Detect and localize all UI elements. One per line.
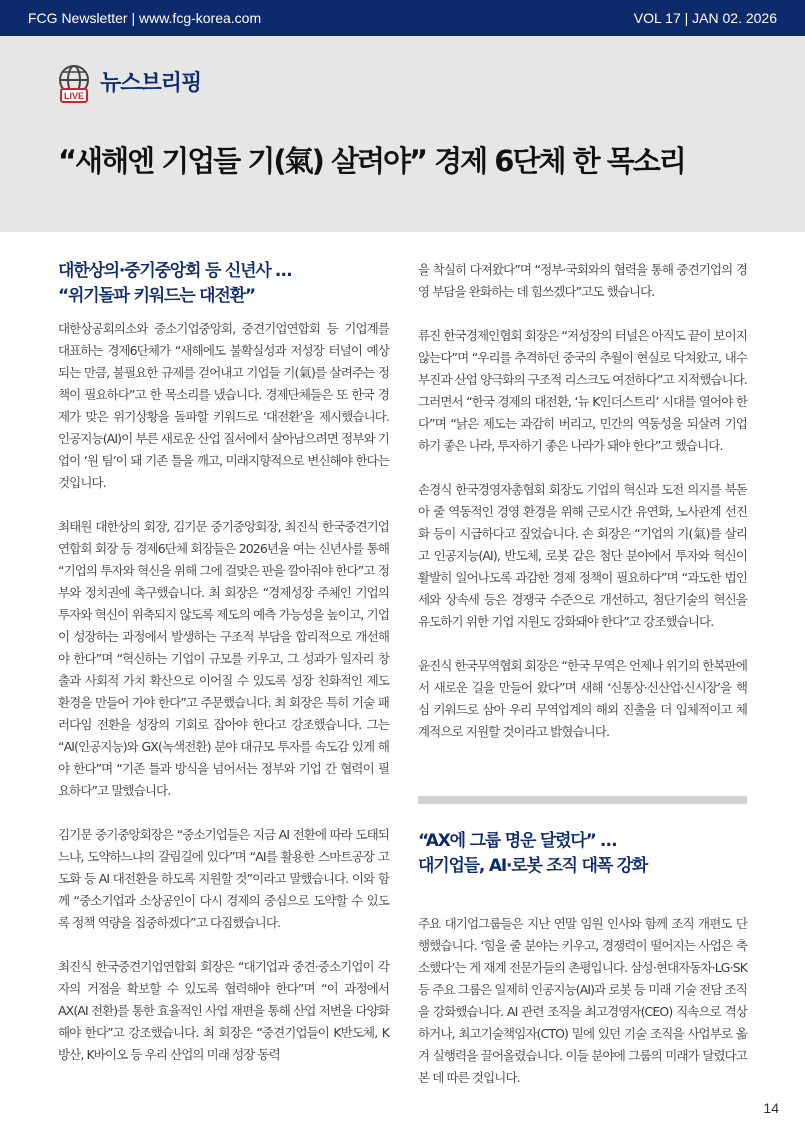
article1-paragraph: 대한상공회의소와 중소기업중앙회, 중견기업연합회 등 기업계를 대표하는 경제6단체가 “새해에도 불확실성과 저성장 터널이 예상되는 만큼, 불필요한 규제를 걷어내고 기업들 기(氣)를 살려주는 정책이 필요하다”고 한 목소리를 냈습니다. 경제단체들은 또 한국 경제가 맞은 위기상황을 돌파할 키워드로 ‘대전환’을 제시했습니다. 인공지능(AI)이 부른 새로운 산업 질서에서 살아남으려면 정부와 기업이 ‘원 팀’이 돼 기존 틀을 깨고, 미래지향적으로 변신해야 한다는 것입니다. xyxy=(58,321,389,490)
article1-paragraph: 최태원 대한상의 회장, 김기문 중기중앙회장, 최진식 한국중견기업연합회 회장 등 경제6단체 회장들은 2026년을 여는 신년사를 통해 “기업의 투자와 혁신을 위해 그에 걸맞은 판을 깔아줘야 한다”고 정부와 정치권에 촉구했습니다. 최 회장은 “경제성장 주체인 기업의 투자와 혁신이 위축되지 않도록 제도의 예측 가능성을 높이고, 기업이 성장하는 과정에서 발생하는 구조적 부담을 합리적으로 개선해야 한다”며 “혁신하는 기업이 규모를 키우고, 그 성과가 일자리 창출과 사회적 가치 확산으로 이어질 수 있도록 성장 친화적인 제도 환경을 만들어 가야 한다”고 주문했습니다. 최 회장은 특히 기술 패러다임 전환을 성장의 기회로 잡아야 한다고 강조했습니다. 그는 “AI(인공지능)와 GX(녹색전환) 분야 대규모 투자를 속도감 있게 해야 한다”며 “기존 틀과 방식을 넘어서는 정부와 기업 간 협력이 필요하다”고 말했습니다. xyxy=(58,519,389,798)
article2-subheading-line1: “AX에 그룹 명운 달렸다” … xyxy=(418,831,617,851)
section-divider xyxy=(418,796,747,804)
article1-body xyxy=(58,318,389,1088)
article1-subheading-line2: “위기돌파 키워드는 대전환” xyxy=(58,286,255,306)
article2-body xyxy=(418,913,747,1111)
section-label: 뉴스브리핑 xyxy=(100,71,202,96)
page-number: 14 xyxy=(763,1100,779,1116)
newsletter-header-bar xyxy=(0,0,805,36)
article1-continued-paragraph: 을 착실히 다져왔다”며 “정부·국회와의 협력을 통해 중견기업의 경영 부담을 완화하는 데 힘쓰겠다”고도 했습니다. xyxy=(418,262,747,299)
article1-subheading xyxy=(58,259,291,309)
page-headline: “새해엔 기업들 기(氣) 살려야” 경제 6단체 한 목소리 xyxy=(58,144,685,178)
article2-subheading xyxy=(418,829,647,879)
article2-paragraph: 주요 대기업그룹들은 지난 연말 임원 인사와 함께 조직 개편도 단행했습니다. ‘힘을 줄 분야는 키우고, 경쟁력이 떨어지는 사업은 축소했다’는 게 재계 전문가들의 촌평입니다. 삼성·현대자동차·LG·SK 등 주요 그룹은 일제히 인공지능(AI)과 로봇 등 미래 기술 전담 조직을 강화했습니다. AI 관련 조직을 최고경영자(CEO) 직속으로 격상하거나, 최고기술책임자(CTO) 밑에 있던 기술 조직을 사업부로 옮겨 실행력을 끌어올렸습니다. 이들 분야에 그룹의 미래가 달렸다고 본 데 따른 것입니다. xyxy=(418,916,747,1085)
newsletter-issue: VOL 17 | JAN 02. 2026 xyxy=(633,10,777,26)
article2-subheading-line2: 대기업들, AI·로봇 조직 대폭 강화 xyxy=(418,856,648,876)
article1-paragraph: 최진식 한국중견기업연합회 회장은 “대기업과 중견·중소기업이 각자의 거점을 확보할 수 있도록 협력해야 한다”며 “이 과정에서 AX(AI 전환)를 통한 효율적인 사업 재편을 통해 산업 저변을 다양화해야 한다”고 강조했습니다. 최 회장은 “중견기업들이 K반도체, K방산, K바이오 등 우리 산업의 미래 성장 동력 xyxy=(58,959,389,1062)
article1-continued-paragraph: 손경식 한국경영자총협회 회장도 기업의 혁신과 도전 의지를 북돋아 줄 역동적인 경영 환경을 위해 근로시간 유연화, 노사관계 선진화 등이 시급하다고 짚었습니다. 손 회장은 “기업의 기(氣)를 살리고 인공지능(AI), 반도체, 로봇 같은 첨단 분야에서 투자와 혁신이 활발히 일어나도록 과감한 경제 정책이 필요하다”며 “과도한 법인세와 상속세 등은 경쟁국 수준으로 개선하고, 첨단기술의 혁신을 유도하기 위한 기업 지원도 강화돼야 한다”고 강조했습니다. xyxy=(418,482,747,629)
newsletter-site: FCG Newsletter | www.fcg-korea.com xyxy=(28,10,262,26)
live-badge: LIVE xyxy=(63,91,85,101)
article1-paragraph: 김기문 중기중앙회장은 “중소기업들은 지금 AI 전환에 따라 도태되느냐, 도약하느냐의 갈림길에 있다”며 “AI를 활용한 스마트공장 고도화 등 AI 대전환을 하도록 지원할 것”이라고 말했습니다. 이와 함께 “중소기업과 소상공인이 다시 경제의 중심으로 도약할 수 있도록 정책 역량을 집중하겠다”고 다짐했습니다. xyxy=(58,827,389,930)
globe-live-icon xyxy=(56,64,92,104)
article1-continued-paragraph: 윤진식 한국무역협회 회장은 “한국 무역은 언제나 위기의 한복판에서 새로운 길을 만들어 왔다”며 새해 ‘신통상·신산업·신시장’을 핵심 키워드로 삼아 우리 무역업계의 해외 진출을 더 입체적이고 체계적으로 지원할 것이라고 밝혔습니다. xyxy=(418,658,747,739)
article1-continued-body xyxy=(418,259,747,765)
article1-continued-paragraph: 류진 한국경제인협회 회장은 “저성장의 터널은 아직도 끝이 보이지 않는다”며 “우리를 추격하던 중국의 추월이 현실로 닥쳐왔고, 내수 부진과 산업 양극화의 구조적 리스크도 여전하다”고 지적했습니다. 그러면서 “한국 경제의 대전환, ‘뉴 K인더스트리’ 시대를 열어야 한다”며 “낡은 제도는 과감히 버리고, 민간의 역동성을 되살려 기업하기 좋은 나라, 투자하기 좋은 나라가 돼야 한다”고 했습니다. xyxy=(418,328,747,453)
article1-subheading-line1: 대한상의·중기중앙회 등 신년사 … xyxy=(58,261,292,281)
